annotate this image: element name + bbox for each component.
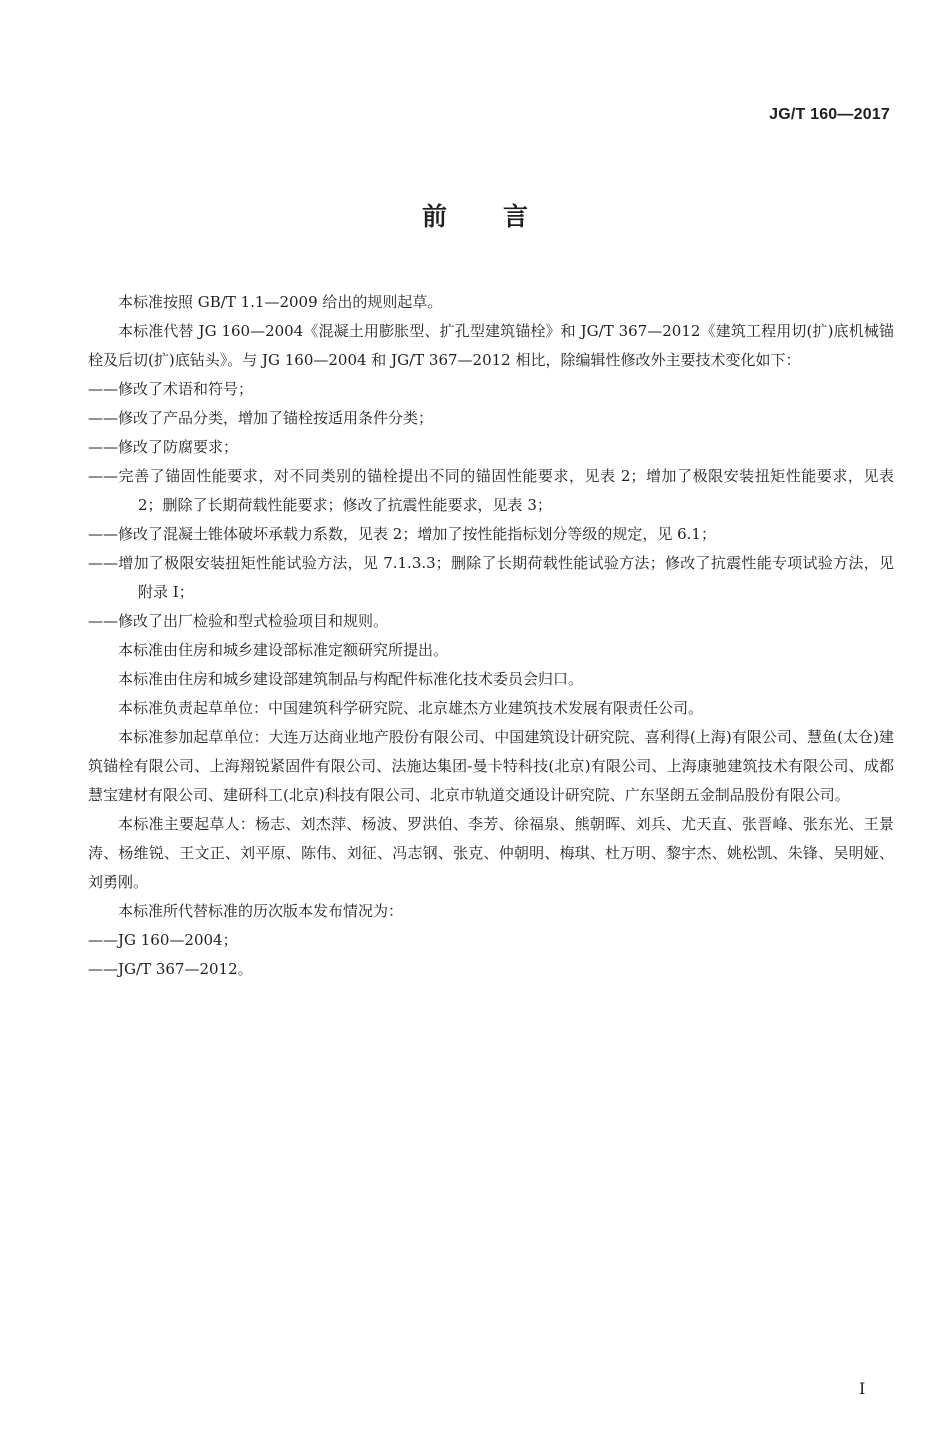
change-item: ——修改了术语和符号；: [88, 380, 254, 398]
dash-marker: ——: [88, 612, 118, 630]
dash-marker: ——: [88, 931, 118, 949]
foreword-body: [88, 288, 894, 984]
paragraph-main-drafters: 本标准主要起草人：杨志、刘杰萍、杨波、罗洪伯、李芳、徐福泉、熊朝晖、刘兵、尤天直、张晋峰、张东光、王景涛、杨维锐、王文正、刘平原、陈伟、刘征、冯志钢、张克、仲朝明、梅琪、杜万明、黎宇杰、姚松凯、朱锋、吴明娅、刘勇刚。: [88, 815, 894, 891]
standard-code: JG/T 160—2017: [769, 106, 890, 123]
change-item: ——修改了混凝土锥体破坏承载力系数，见表 2；增加了按性能指标划分等级的规定，见 6.1；: [88, 525, 716, 543]
change-item: ——增加了极限安装扭矩性能试验方法，见 7.1.3.3；删除了长期荷载性能试验方法；修改了抗震性能专项试验方法，见附录 I；: [88, 554, 894, 601]
paragraph-lead-drafters: 本标准负责起草单位：中国建筑科学研究院、北京雄杰方业建筑技术发展有限责任公司。: [118, 699, 704, 717]
dash-marker: ——: [88, 467, 118, 485]
dash-marker: ——: [88, 380, 118, 398]
history-item: ——JG/T 367—2012。: [88, 960, 253, 978]
paragraph-drafting-rules: 本标准按照 GB/T 1.1—2009 给出的规则起草。: [118, 293, 443, 311]
change-item: ——修改了产品分类，增加了锚栓按适用条件分类；: [88, 409, 434, 427]
paragraph-replacement: 本标准代替 JG 160—2004《混凝土用膨胀型、扩孔型建筑锚栓》和 JG/T 367—2012《建筑工程用切(扩)底机械锚栓及后切(扩)底钻头》。与 JG 160—2004 和 JG/T 367—2012 相比，除编辑性修改外主要技术变化如下：: [88, 322, 894, 369]
dash-marker: ——: [88, 554, 118, 572]
dash-marker: ——: [88, 960, 118, 978]
paragraph-history-intro: 本标准所代替标准的历次版本发布情况为：: [118, 902, 404, 920]
paragraph-participating-units: 本标准参加起草单位：大连万达商业地产股份有限公司、中国建筑设计研究院、喜利得(上海)有限公司、慧鱼(太仓)建筑锚栓有限公司、上海翔锐紧固件有限公司、法施达集团-曼卡特科技(北京)有限公司、上海康驰建筑技术有限公司、成都慧宝建材有限公司、建研科工(北京)科技有限公司、北京市轨道交通设计研究院、广东坚朗五金制品股份有限公司。: [88, 728, 894, 804]
paragraph-committee: 本标准由住房和城乡建设部建筑制品与构配件标准化技术委员会归口。: [118, 670, 584, 688]
change-item: ——修改了出厂检验和型式检验项目和规则。: [88, 612, 389, 630]
page-number: I: [859, 1379, 866, 1398]
paragraph-proposer: 本标准由住房和城乡建设部标准定额研究所提出。: [118, 641, 449, 659]
dash-marker: ——: [88, 438, 118, 456]
change-item: ——修改了防腐要求；: [88, 438, 239, 456]
history-item: ——JG 160—2004；: [88, 931, 238, 949]
dash-marker: ——: [88, 525, 118, 543]
change-item: ——完善了锚固性能要求，对不同类别的锚栓提出不同的锚固性能要求，见表 2；增加了极限安装扭矩性能要求，见表 2；删除了长期荷载性能要求；修改了抗震性能要求，见表 3；: [88, 467, 894, 514]
dash-marker: ——: [88, 409, 118, 427]
page-title: 前言: [421, 202, 584, 231]
